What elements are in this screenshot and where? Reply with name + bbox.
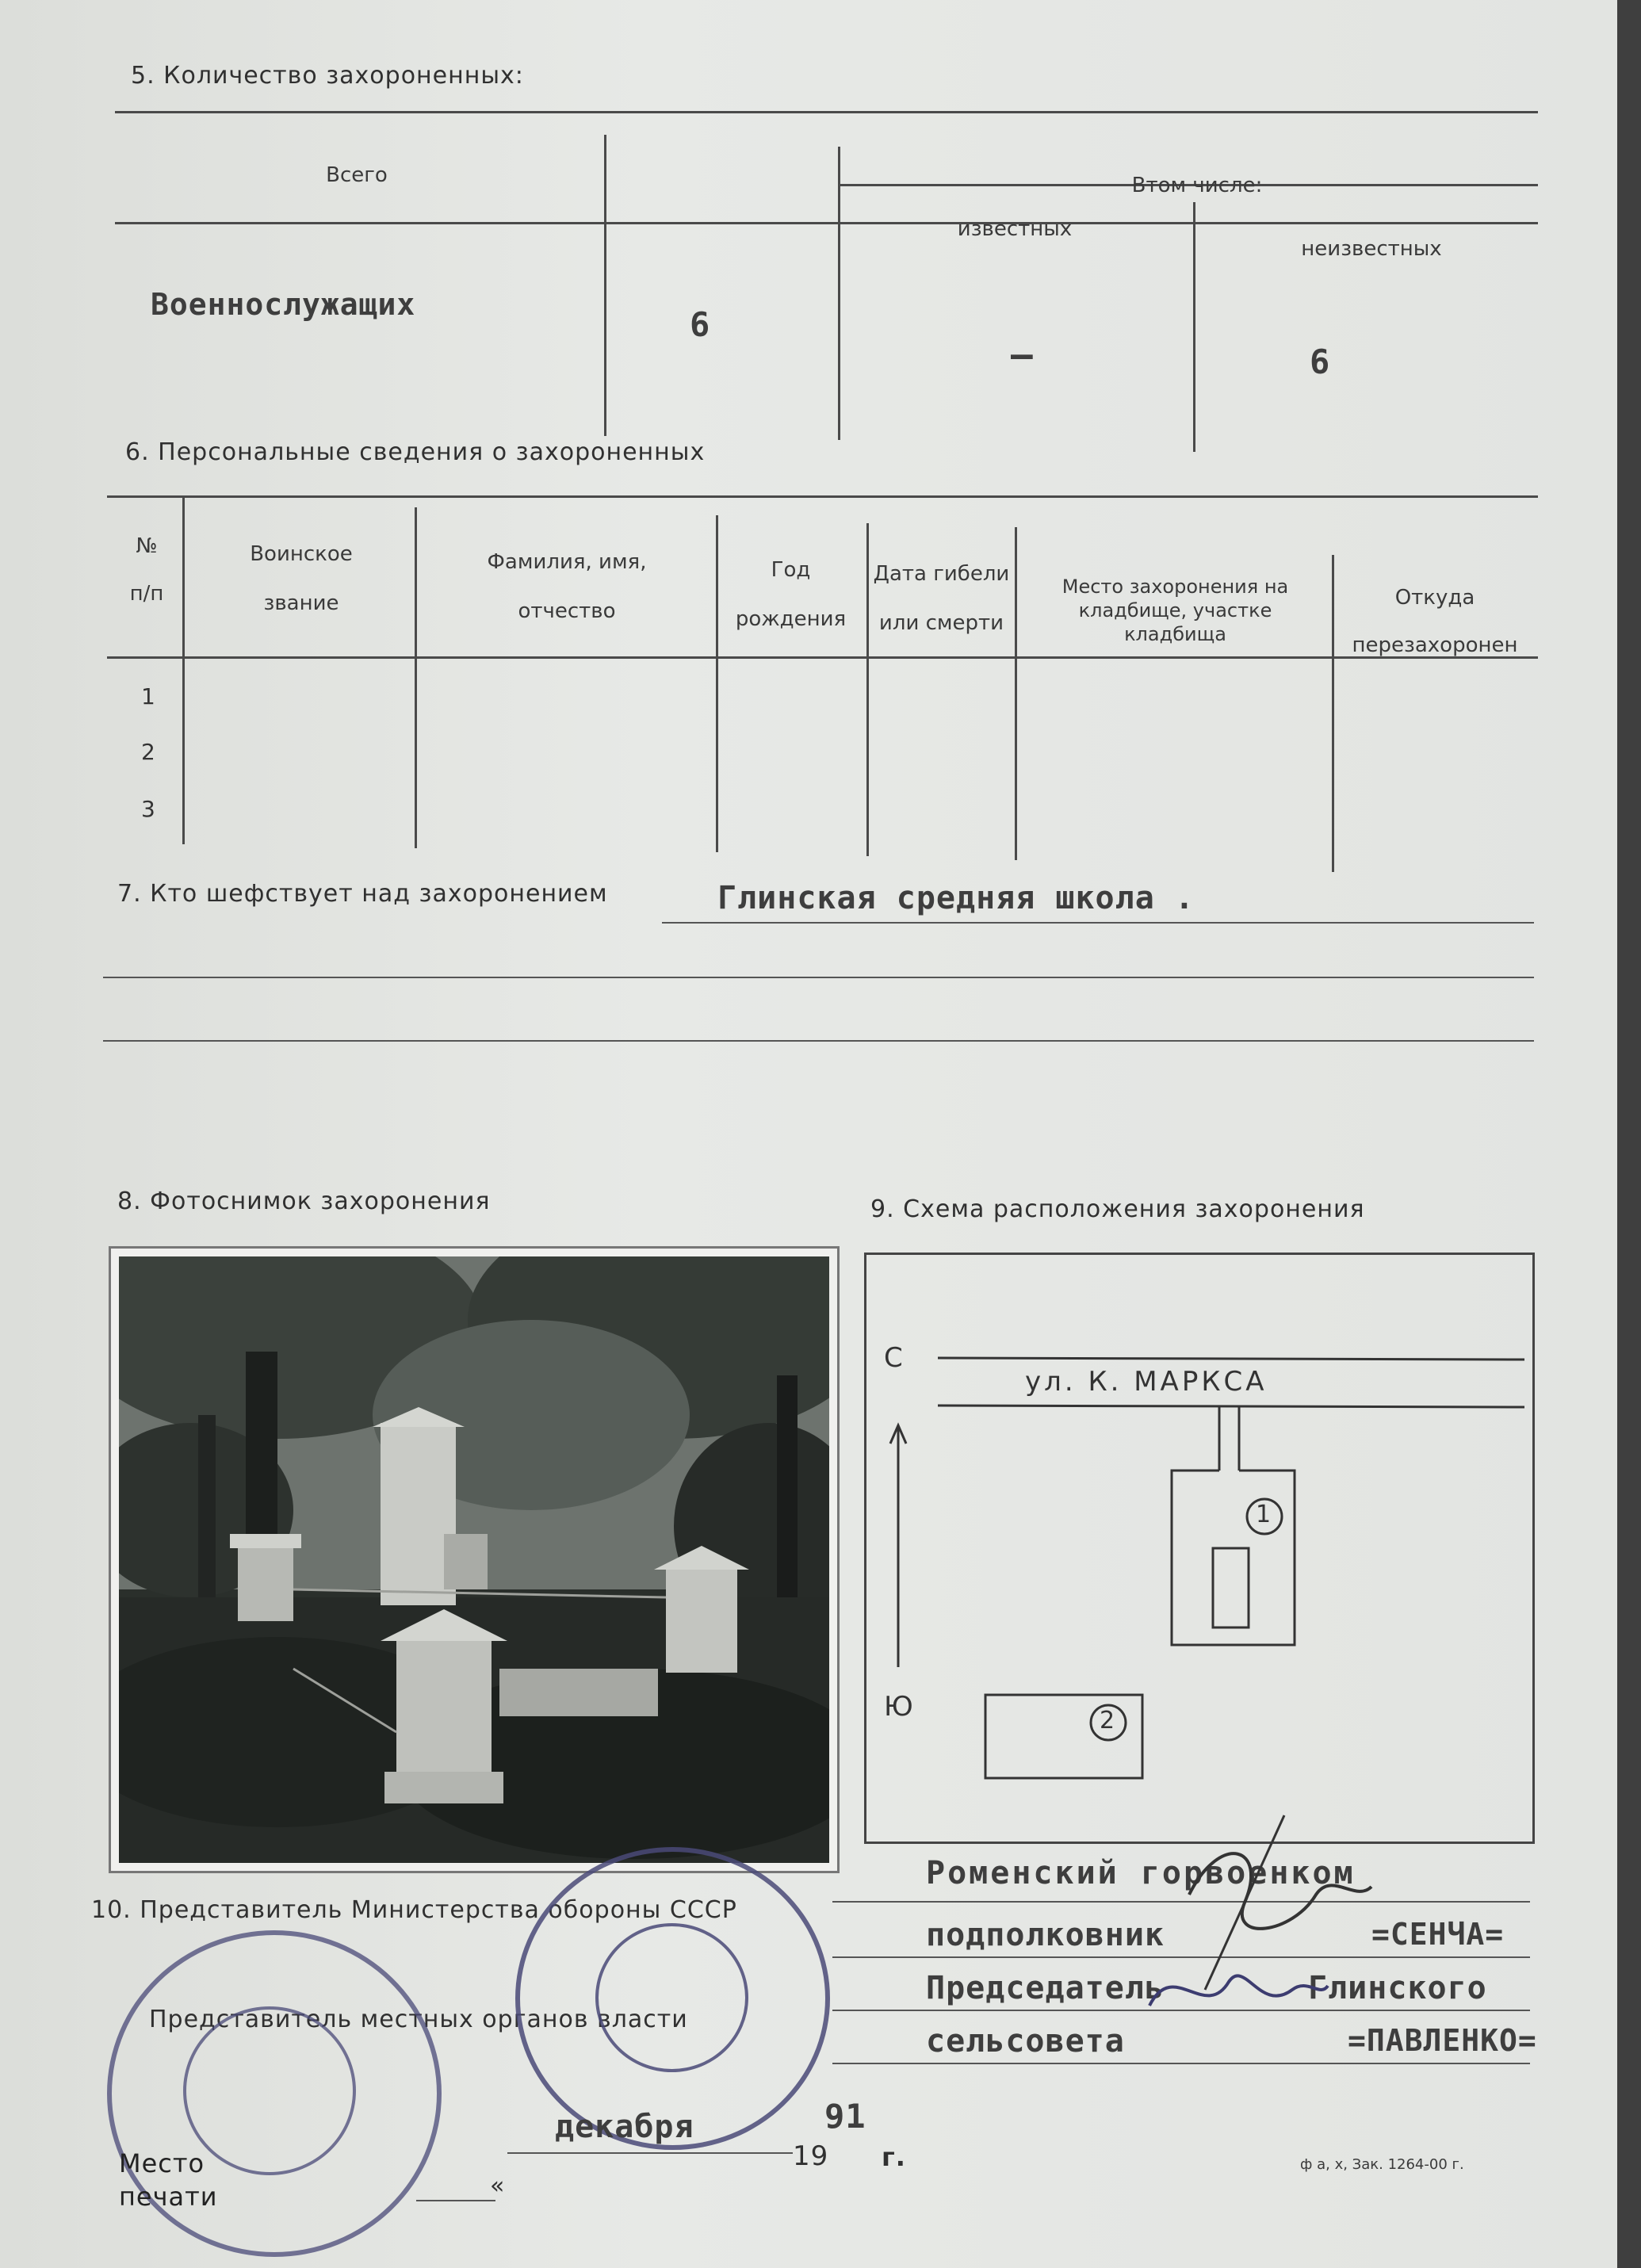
- s5-col-known: известных: [957, 217, 1073, 241]
- s6-h-death-2: или смерти: [878, 611, 1004, 635]
- date-day-line: [416, 2200, 495, 2201]
- place-label-2: печати: [119, 2182, 218, 2212]
- s7-patron-value: Глинская средняя школа .: [717, 880, 1195, 916]
- scheme-north-label: С: [884, 1342, 903, 1374]
- s6-h-place-1: Место захоронения на: [1061, 576, 1289, 598]
- s6-top-rule: [107, 495, 1538, 498]
- s5-top-rule: [115, 111, 1538, 113]
- s6-h-from-1: Откуда: [1394, 586, 1475, 610]
- s5-vline-3: [1193, 202, 1195, 452]
- place-label-1: Место: [119, 2148, 205, 2178]
- s7-fill-line-2: [103, 977, 1534, 978]
- print-info: ф а, х, Зак. 1264-00 г.: [1300, 2156, 1464, 2173]
- s6-vline-6: [1332, 555, 1334, 872]
- date-month-line: [507, 2152, 793, 2154]
- s5-col-total: Всего: [326, 163, 388, 187]
- section9-title: 9. Схема расположения захоронения: [870, 1195, 1365, 1223]
- s5-header-rule: [115, 222, 1538, 224]
- s7-fill-line-1: [662, 922, 1534, 924]
- location-scheme-drawing: [866, 1255, 1532, 1842]
- date-quote: «: [490, 2172, 506, 2200]
- s6-h-year-2: рождения: [735, 607, 847, 631]
- s5-row-label: Военнослужащих: [151, 287, 416, 322]
- s6-h-name-2: отчество: [518, 599, 616, 623]
- sig-line-2a: подполковник: [926, 1917, 1165, 1953]
- section8-title: 8. Фотоснимок захоронения: [117, 1188, 491, 1215]
- s6-row-3: 3: [141, 796, 155, 822]
- s6-h-num-2: п/п: [129, 582, 164, 606]
- round-seal-right-inner: [595, 1923, 748, 2072]
- s6-h-from-2: перезахоронен: [1352, 633, 1518, 657]
- page-edge-shadow: [1617, 0, 1641, 2268]
- s7-fill-line-3: [103, 1040, 1534, 1042]
- s6-h-num-1: №: [136, 534, 158, 558]
- section6-title: 6. Персональные сведения о захороненных: [125, 438, 706, 466]
- date-month: декабря: [555, 2109, 694, 2145]
- s5-vline-1: [604, 135, 606, 436]
- sig-line-1: Роменский горвоенком: [926, 1855, 1356, 1891]
- s5-vline-2: [838, 147, 840, 440]
- date-century: 19: [793, 2140, 829, 2172]
- s6-vline-3: [716, 515, 718, 852]
- grave-photo: [111, 1249, 837, 1871]
- sig-rule-4: [832, 2063, 1530, 2064]
- round-seal-right: [515, 1847, 830, 2150]
- sig-line-3b: Глинского: [1308, 1970, 1487, 2006]
- section5-title: 5. Количество захороненных:: [131, 62, 524, 90]
- s6-h-name-1: Фамилия, имя,: [487, 550, 647, 574]
- s6-row-2: 2: [141, 739, 155, 765]
- scheme-street-label: ул. К. МАРКСА: [1025, 1366, 1268, 1398]
- sig-line-2b: =СЕНЧА=: [1371, 1917, 1505, 1952]
- s6-h-rank-2: звание: [263, 591, 339, 615]
- s6-vline-5: [1015, 527, 1017, 860]
- s6-h-death-1: Дата гибели: [873, 562, 1010, 586]
- section10-local-label: Представитель местных органов власти: [149, 2006, 688, 2033]
- section7-label: 7. Кто шефствует над захоронением: [117, 880, 608, 908]
- date-year: 91: [824, 2097, 866, 2136]
- scheme-mark-1: 1: [1256, 1501, 1272, 1528]
- section10-mod-label: 10. Представитель Министерства обороны СССР: [91, 1896, 737, 1924]
- s5-known-value: –: [1011, 333, 1034, 376]
- s6-row-1: 1: [141, 683, 155, 709]
- s6-h-place-3: кладбища: [1124, 623, 1226, 645]
- s5-total-value: 6: [690, 305, 711, 344]
- scheme-mark-2: 2: [1100, 1707, 1115, 1734]
- s6-header-rule: [107, 656, 1538, 659]
- s5-unknown-value: 6: [1310, 342, 1331, 381]
- grave-photo-image: [119, 1256, 829, 1863]
- s6-h-year-1: Год: [771, 558, 811, 582]
- date-g: г.: [882, 2142, 906, 2172]
- round-seal-left-inner: [183, 2006, 356, 2175]
- sig-line-3a: Председатель: [926, 1970, 1165, 2006]
- signature-chairman: [1142, 1950, 1332, 2037]
- s6-vline-2: [415, 507, 417, 848]
- sig-line-4b: =ПАВЛЕНКО=: [1348, 2023, 1537, 2058]
- scheme-south-label: Ю: [884, 1691, 913, 1723]
- sig-line-4a: сельсовета: [926, 2023, 1125, 2060]
- s6-h-rank-1: Воинское: [250, 542, 353, 566]
- s6-vline-1: [182, 495, 185, 844]
- location-scheme: [864, 1253, 1535, 1844]
- s5-col-including: Втом числе:: [1131, 174, 1263, 197]
- s5-col-unknown: неизвестных: [1301, 237, 1442, 261]
- s6-h-place-2: кладбище, участке: [1078, 599, 1272, 622]
